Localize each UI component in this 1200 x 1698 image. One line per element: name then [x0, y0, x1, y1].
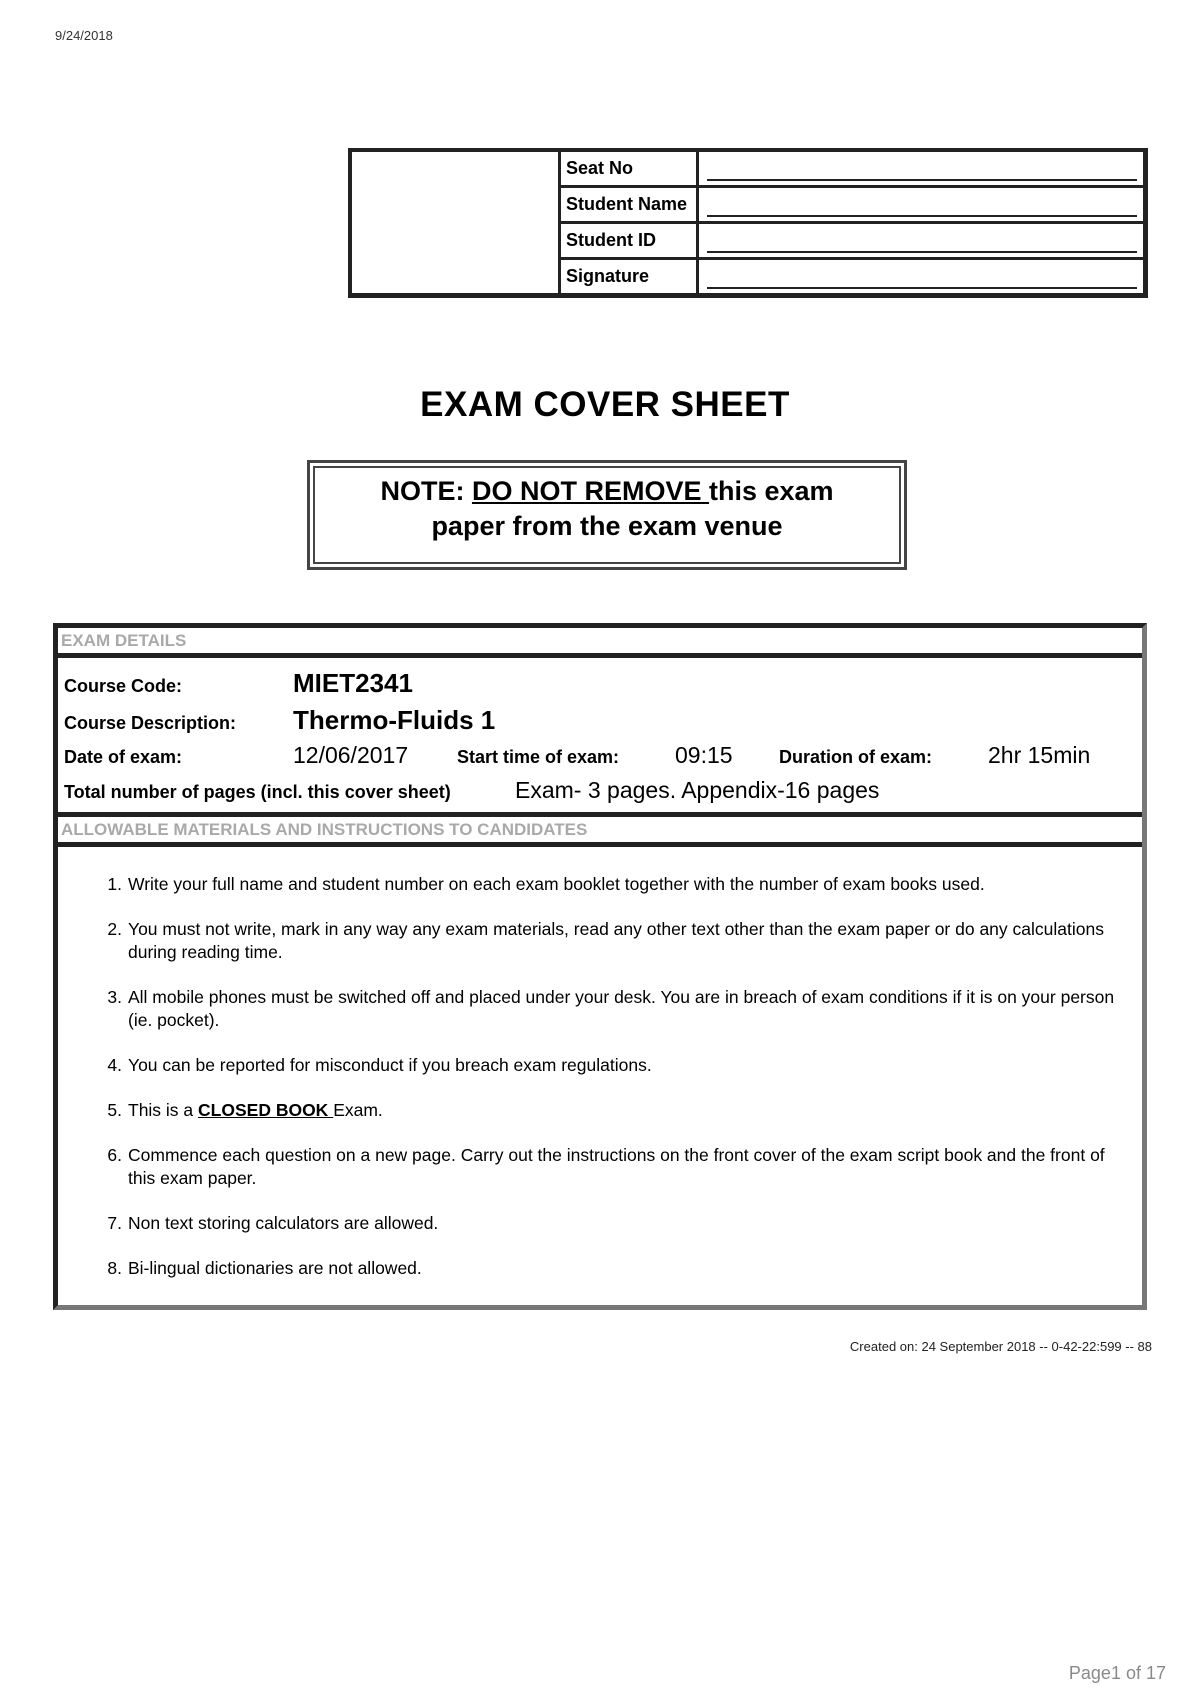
- course-code-row: [64, 668, 1142, 699]
- total-pages-value: Exam- 3 pages. Appendix-16 pages: [515, 777, 880, 803]
- instruction-item: [98, 1144, 1122, 1190]
- instruction-item: [98, 873, 1122, 896]
- instruction-item: [98, 986, 1122, 1032]
- instructions-heading: ALLOWABLE MATERIALS AND INSTRUCTIONS TO CANDIDATES: [58, 812, 1142, 847]
- exam-details-heading: EXAM DETAILS: [58, 628, 1142, 658]
- start-time-label: Start time of exam:: [457, 747, 620, 767]
- instruction-item: [98, 1099, 1122, 1122]
- duration-value: 2hr 15min: [988, 742, 1091, 768]
- print-date: 9/24/2018: [55, 28, 113, 43]
- note-line2: paper from the exam venue: [431, 511, 783, 541]
- exam-details-box: [53, 623, 1147, 1310]
- exam-date-value: 12/06/2017: [293, 742, 409, 768]
- instruction-text: Write your full name and student number on each exam booklet together with the number of exam books used.: [128, 874, 985, 894]
- exam-details-area: [58, 658, 1142, 812]
- student-name-field[interactable]: [699, 188, 1143, 221]
- duration-label: Duration of exam:: [779, 747, 933, 767]
- instruction-text-after: Exam.: [333, 1100, 383, 1120]
- note-emphasis: DO NOT REMOVE: [471, 476, 709, 506]
- course-description-value: Thermo-Fluids 1: [293, 705, 496, 735]
- instruction-number: 2.: [107, 919, 122, 939]
- student-name-label: Student Name: [561, 188, 699, 221]
- date-time-row: [64, 742, 1142, 769]
- signature-field[interactable]: [699, 260, 1143, 293]
- note-box: [307, 460, 907, 570]
- note-prefix: NOTE:: [380, 476, 472, 506]
- course-code-value: MIET2341: [293, 668, 413, 698]
- page-number: Page1 of 17: [1068, 1663, 1166, 1683]
- page-title: EXAM COVER SHEET: [420, 385, 790, 424]
- total-pages-row: [64, 777, 1142, 804]
- signature-label: Signature: [561, 260, 699, 293]
- instruction-text: Non text storing calculators are allowed.: [128, 1213, 439, 1233]
- seat-no-field[interactable]: [699, 152, 1143, 185]
- seat-row-seat-no: [561, 152, 1143, 188]
- seat-table: [348, 148, 1148, 298]
- closed-book-emphasis: CLOSED BOOK: [198, 1100, 334, 1120]
- created-timestamp: Created on: 24 September 2018 -- 0-42-22:599 -- 88: [849, 1339, 1152, 1354]
- instruction-text: Bi-lingual dictionaries are not allowed.: [128, 1258, 422, 1278]
- instruction-text: You can be reported for misconduct if you breach exam regulations.: [128, 1055, 652, 1075]
- instruction-number: 8.: [107, 1258, 122, 1278]
- instruction-text: All mobile phones must be switched off and placed under your desk. You are in breach of exam conditions if it is on your person (ie. pocket).: [128, 987, 1115, 1030]
- note-rest-line1: this exam: [708, 476, 834, 506]
- start-time-value: 09:15: [675, 742, 733, 768]
- instruction-item: [98, 1257, 1122, 1280]
- instruction-text: You must not write, mark in any way any exam materials, read any other text other than the exam paper or do any calculations during reading time.: [128, 919, 1104, 962]
- seat-row-student-name: [561, 188, 1143, 224]
- instruction-text: Commence each question on a new page. Carry out the instructions on the front cover of the exam script book and the front of this exam paper.: [128, 1145, 1105, 1188]
- total-pages-label: Total number of pages (incl. this cover sheet): [64, 782, 451, 802]
- student-id-label: Student ID: [561, 224, 699, 257]
- seat-row-student-id: [561, 224, 1143, 260]
- instruction-number: 6.: [107, 1145, 122, 1165]
- instruction-item: [98, 1212, 1122, 1235]
- instruction-number: 3.: [107, 987, 122, 1007]
- seat-row-signature: [561, 260, 1143, 293]
- course-code-label: Course Code:: [64, 676, 183, 696]
- student-id-field[interactable]: [699, 224, 1143, 257]
- instruction-text: [128, 1099, 1122, 1122]
- course-description-label: Course Description:: [64, 713, 237, 733]
- instruction-item: [98, 918, 1122, 964]
- instruction-number: 5.: [107, 1100, 122, 1120]
- instruction-text-before: This is a: [128, 1100, 199, 1120]
- instruction-number: 7.: [107, 1213, 122, 1233]
- seat-no-label: Seat No: [561, 152, 699, 185]
- instruction-number: 1.: [107, 874, 122, 894]
- instructions-list: [58, 847, 1142, 1280]
- instruction-number: 4.: [107, 1055, 122, 1075]
- instruction-item: [98, 1054, 1122, 1077]
- seat-table-blank-cell: [352, 152, 561, 293]
- course-description-row: [64, 705, 1142, 736]
- exam-date-label: Date of exam:: [64, 747, 183, 767]
